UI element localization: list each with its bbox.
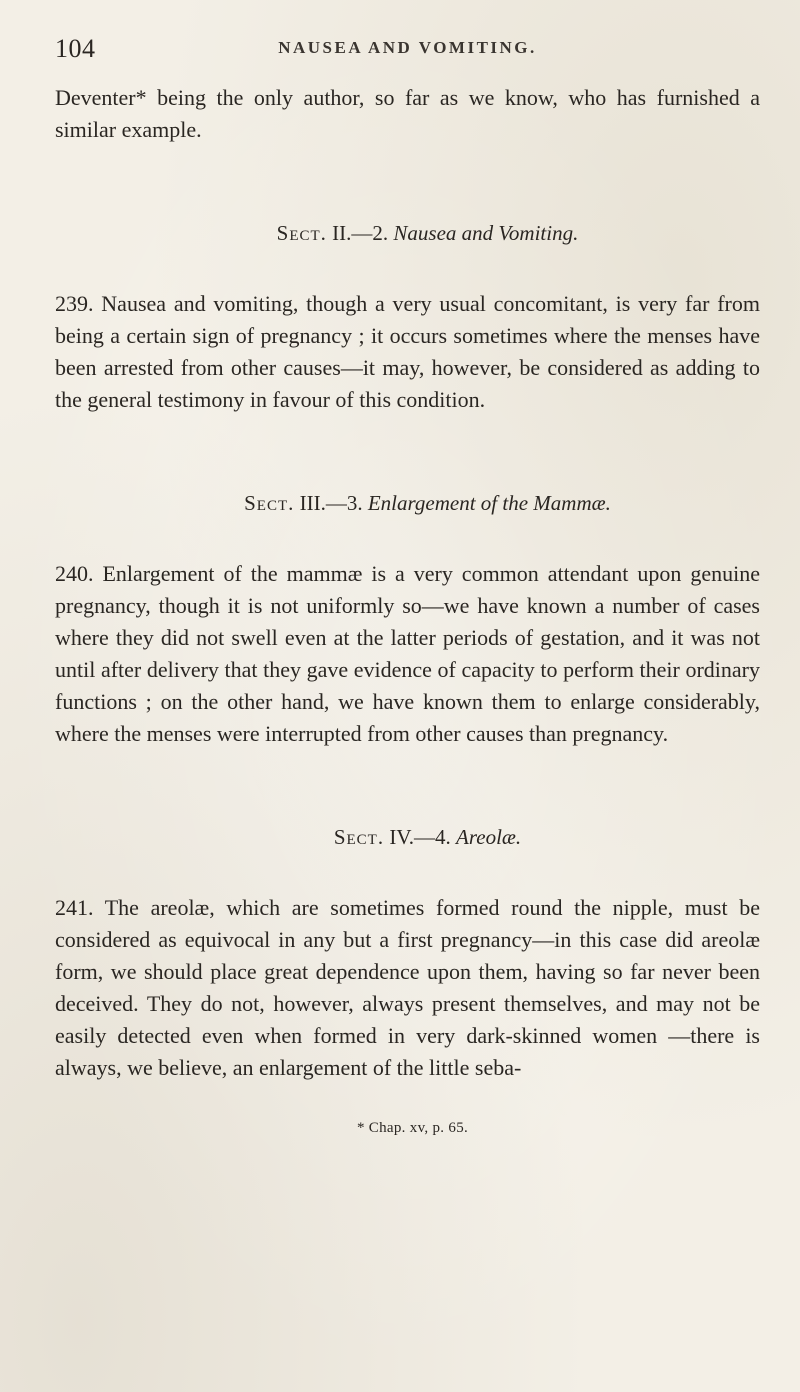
section-2: [55, 218, 760, 416]
section-number: II.—2.: [332, 221, 389, 245]
section-heading: [55, 488, 760, 518]
section-4: [55, 822, 760, 1084]
paragraph-239: 239. Nausea and vomiting, though a very usual concomitant, is very far from being a certain sign of pregnancy ; it occurs sometimes where the menses have been arrested from other causes—it may, however, be considered as adding to the general testimony in favour of this condition.: [55, 291, 760, 412]
book-page: [55, 30, 760, 1370]
paragraph-241: 241. The areolæ, which are sometimes formed round the nipple, must be considered as equivocal in any but a first pregnancy—in this case did areolæ form, we should place great dependence upon them, having so far never been deceived. They do not, however, always present themselves, and may not be easily detected even when formed in very dark-skinned women —there is always, we believe, an enlargement of the little seba-: [55, 895, 760, 1080]
section-label: Sect.: [276, 221, 327, 245]
footnote: * Chap. xv, p. 65.: [356, 1120, 469, 1136]
opening-paragraph: Deventer* being the only author, so far as we know, who has furnished a similar example.: [55, 85, 760, 142]
section-label: Sect.: [333, 825, 385, 849]
running-title: NAUSEA AND VOMITING.: [278, 38, 537, 57]
running-head: [55, 30, 760, 70]
section-title: Enlargement of the Mammæ.: [367, 491, 611, 515]
section-heading: [55, 218, 760, 248]
section-number: III.—3.: [299, 491, 363, 515]
page-number: 104: [55, 34, 96, 63]
section-label: Sect.: [244, 491, 295, 515]
paragraph-240: 240. Enlargement of the mammæ is a very common attendant upon genuine pregnancy, though it is not uniformly so—we have known a number of cases where they did not swell even at the latter periods of gestation, and it was not until after delivery that they gave evidence of capacity to perform their ordinary functions ; on the other hand, we have known them to enlarge considerably, where the menses were interrupted from other causes than pregnancy.: [55, 561, 760, 746]
section-3: [55, 488, 760, 750]
section-number: IV.—4.: [389, 825, 451, 849]
section-title: Nausea and Vomiting.: [393, 221, 579, 245]
section-heading: [55, 822, 760, 852]
section-title: Areolæ.: [456, 825, 522, 849]
